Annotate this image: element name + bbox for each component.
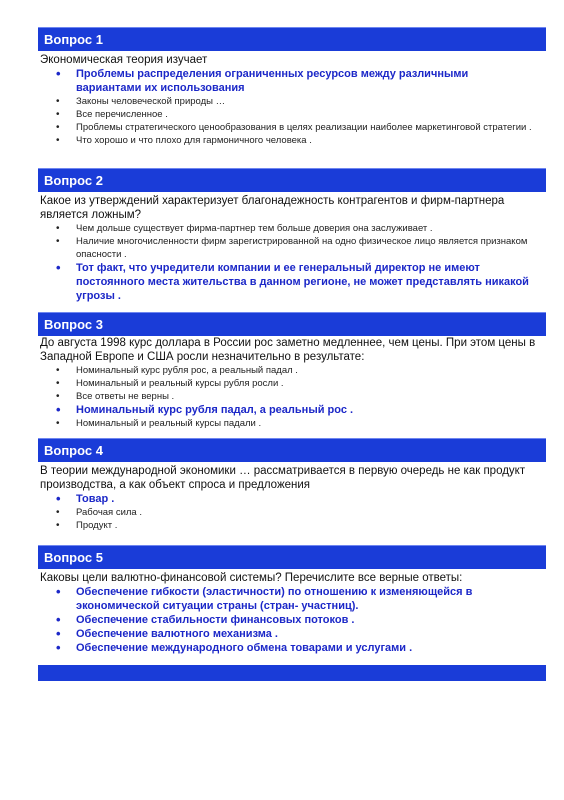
answer-item: • Обеспечение валютного механизма . [76,627,536,641]
question-5-header [38,545,546,569]
question-5-text: Каковы цели валютно-финансовой системы? Перечислите все верные ответы: [40,572,463,584]
answer-item: • Законы человеческой природы … [76,95,536,108]
answer-item: • Товар . [76,492,536,506]
answer-item: • Продукт . [76,519,536,532]
answer-item: • Проблемы распределения ограниченных ресурсов между различными вариантами их использования [76,67,536,95]
question-3-title: Вопрос 3 [44,317,103,332]
footer-bar [38,665,546,681]
answer-item: • Обеспечение гибкости (эластичности) по отношению к изменяющейся в экономической ситуации страны (стран- участниц). [76,585,536,613]
answer-item: • Тот факт, что учредители компании и ее генеральный директор не имеют постоянного места жительства в данном регионе, не может представлять никакой угрозы . [76,261,536,303]
question-4-header [38,438,546,462]
question-3-answers [40,364,536,430]
answer-item: • Проблемы стратегического ценообразования в целях реализации наиболее маркетинговой стратегии . [76,121,536,134]
answer-item: • Номинальный курс рубля падал, а реальный рос . [76,403,536,417]
question-5-answers [40,585,536,655]
answer-item: • Что хорошо и что плохо для гармоничного человека . [76,134,536,147]
question-4-answers [40,492,536,532]
question-4-text: В теории международной экономики … рассматривается в первую очередь не как продукт производства, а как объект спроса и предложения [40,465,526,491]
question-1-title: Вопрос 1 [44,32,103,47]
question-1-header [38,27,546,51]
answer-item: • Все ответы не верны . [76,390,536,403]
question-5-title: Вопрос 5 [44,550,103,565]
question-2-answers [40,222,536,303]
question-2-title: Вопрос 2 [44,173,103,188]
answer-item: • Обеспечение международного обмена товарами и услугами . [76,641,536,655]
answer-item: • Все перечисленное . [76,108,536,121]
answer-item: • Номинальный и реальный курсы падали . [76,417,536,430]
answer-item: • Обеспечение стабильности финансовых потоков . [76,613,536,627]
answer-item: • Чем дольше существует фирма-партнер тем больше доверия она заслуживает . [76,222,536,235]
question-2-header [38,168,546,192]
question-2-text: Какое из утверждений характеризует благонадежность контрагентов и фирм-партнера является ложным? [40,195,505,221]
answer-item: • Рабочая сила . [76,506,536,519]
question-1-answers [40,67,536,147]
answer-item: • Номинальный и реальный курсы рубля росли . [76,377,536,390]
question-4-title: Вопрос 4 [44,443,103,458]
question-3-header [38,312,546,336]
answer-item: • Наличие многочисленности фирм зарегистрированной на одно физическое лицо является признаком опасности . [76,235,536,261]
answer-item: • Номинальный курс рубля рос, а реальный падал . [76,364,536,377]
question-3-text: До августа 1998 курс доллара в России рос заметно медленнее, чем цены. При этом цены в Западной Европе и США росли незначительно в результате: [40,337,536,363]
question-1-text: Экономическая теория изучает [40,54,208,66]
